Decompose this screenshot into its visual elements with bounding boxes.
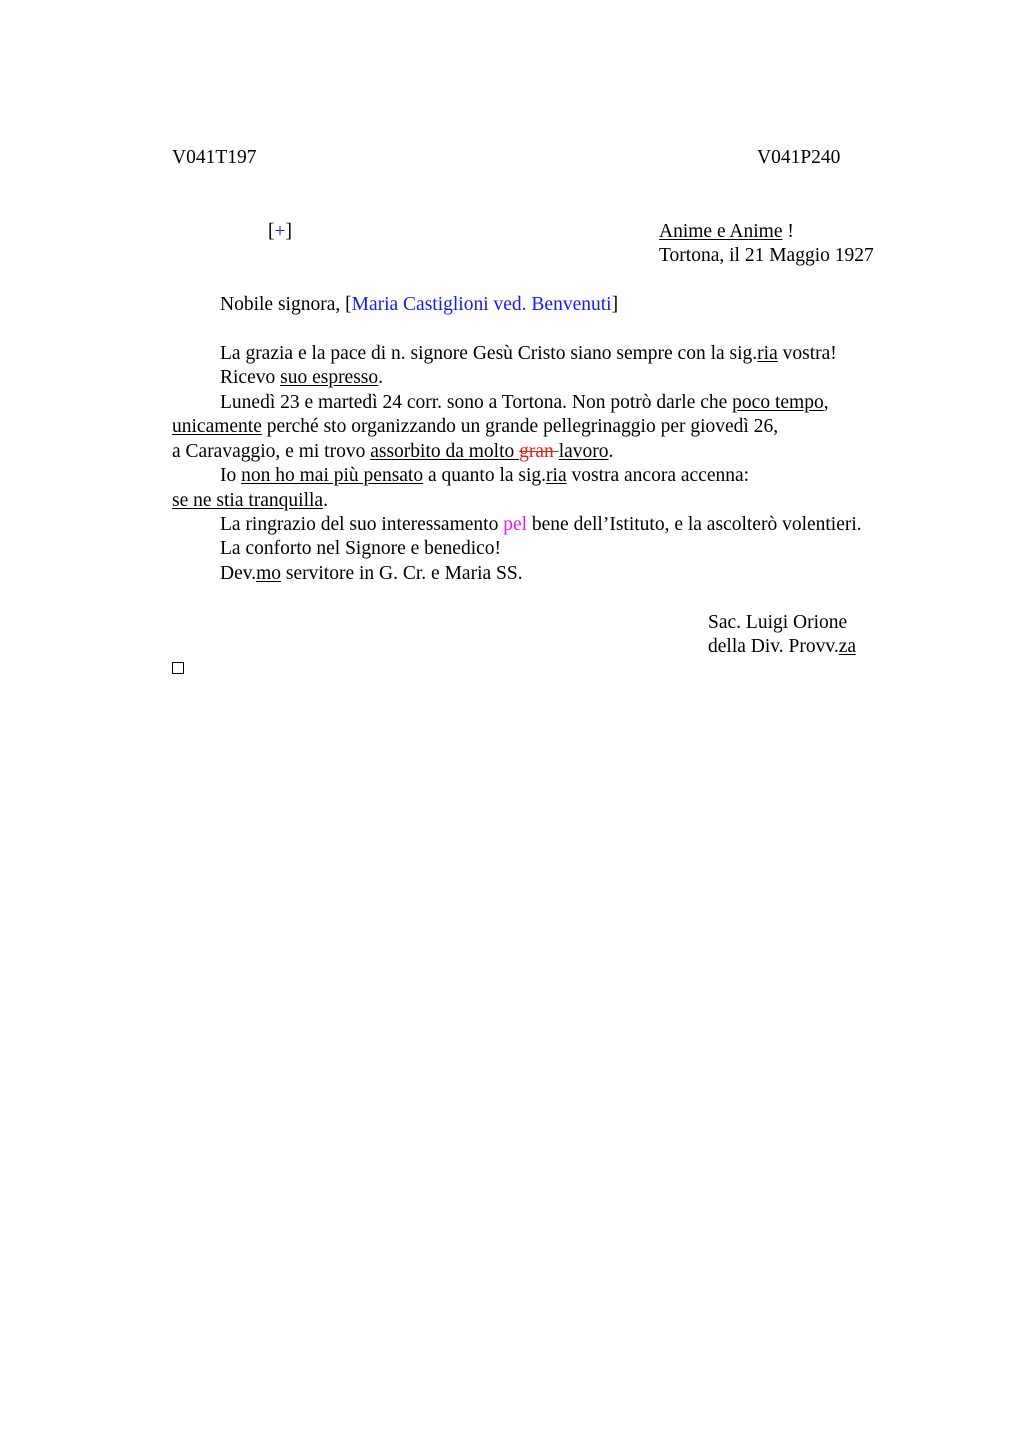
cross-open-bracket: [ (268, 221, 275, 242)
text-run: La grazia e la pace di n. signore Gesù Cristo siano sempre con la sig. (220, 343, 758, 364)
text-run: . (323, 490, 328, 511)
body-line-3 (220, 391, 829, 415)
body-line-6 (220, 464, 749, 488)
salutation (220, 293, 618, 317)
motto-underlined: Anime e Anime (659, 221, 783, 242)
text-run: . (608, 441, 614, 462)
highlighted-run: pel (503, 514, 528, 535)
body-line-2 (220, 366, 383, 390)
end-mark-square-icon (172, 662, 184, 674)
text-run: Ricevo (220, 367, 281, 388)
underlined-run: non ho mai più pensato (241, 465, 424, 486)
text-run: Dev. (220, 563, 257, 584)
motto-end: ! (782, 221, 794, 242)
text-run: bene dell’Istituto, e la ascolterò volentieri. (527, 514, 862, 535)
body-line-1 (220, 342, 837, 366)
text-run: vostra ancora accenna: (566, 465, 750, 486)
text-run: servitore in G. Cr. e Maria SS. (281, 563, 523, 584)
motto (659, 220, 794, 244)
document-code-left: V041T197 (172, 147, 257, 168)
signature-name: Sac. Luigi Orione (708, 612, 848, 633)
underlined-run: suo espresso (280, 367, 379, 388)
text-run: vostra! (777, 343, 837, 364)
underlined-run: ria (546, 465, 567, 486)
text-run: Lunedì 23 e martedì 24 corr. sono a Tortona. Non potrò darle che (220, 392, 733, 413)
cross-mark (268, 220, 292, 244)
text-run: della Div. Provv. (708, 636, 839, 657)
signature-title (708, 635, 856, 659)
text-run: perché sto organizzando un grande pellegrinaggio per giovedì 26, (261, 416, 779, 437)
underlined-run: za (838, 636, 857, 657)
underlined-run: poco tempo (732, 392, 824, 413)
body-line-10 (220, 562, 523, 586)
underlined-run: lavoro (558, 441, 609, 462)
text-run: , (823, 392, 829, 413)
cross-icon: + (274, 221, 286, 242)
salutation-close: ] (611, 294, 619, 315)
salutation-text: Nobile signora, [ (220, 294, 352, 315)
text-run: a quanto la sig. (423, 465, 547, 486)
body-line-9: La conforto nel Signore e benedico! (220, 538, 502, 559)
body-line-5 (172, 440, 613, 464)
text-run: La ringrazio del suo interessamento (220, 514, 504, 535)
body-line-4 (172, 415, 778, 439)
text-run: a Caravaggio, e mi trovo (172, 441, 371, 462)
place-date: Tortona, il 21 Maggio 1927 (659, 245, 874, 266)
underlined-run: assorbito da molto (370, 441, 520, 462)
cross-close-bracket: ] (285, 221, 292, 242)
underlined-run: mo (256, 563, 282, 584)
text-run: . (378, 367, 384, 388)
text-run: Io (220, 465, 242, 486)
underlined-run: ria (757, 343, 778, 364)
recipient-name: Maria Castiglioni ved. Benvenuti (351, 294, 612, 315)
body-line-8 (220, 513, 862, 537)
deleted-run: gran (519, 441, 559, 462)
underlined-run: unicamente (172, 416, 262, 437)
document-code-right: V041P240 (757, 147, 841, 168)
body-line-7 (172, 489, 328, 513)
underlined-run: se ne stia tranquilla (172, 490, 324, 511)
